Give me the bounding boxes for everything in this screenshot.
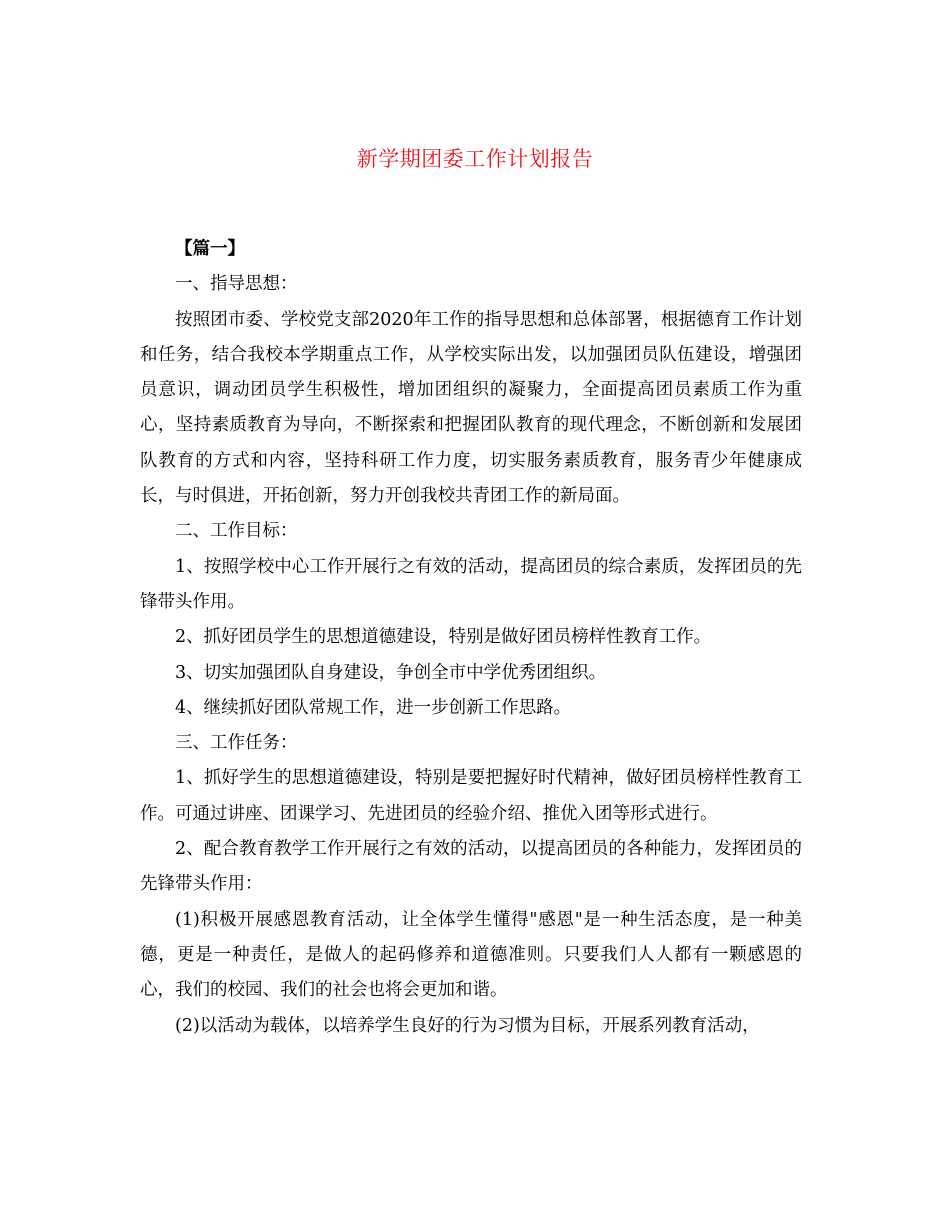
list-item: 1、按照学校中心工作开展行之有效的活动，提高团员的综合素质，发挥团员的先锋带头作用。 — [140, 556, 802, 612]
list-item: 4、继续抓好团队常规工作，进一步创新工作思路。 — [175, 697, 572, 718]
section-heading: 三、工作任务： — [175, 733, 298, 754]
list-item: 2、配合教育教学工作开展行之有效的活动，以提高团员的各种能力，发挥团员的先锋带头作用： — [140, 839, 802, 895]
section-heading: 二、工作目标： — [175, 521, 298, 542]
section-heading: 一、指导思想： — [175, 274, 298, 295]
list-item: 3、切实加强团队自身建设，争创全市中学优秀团组织。 — [175, 662, 607, 683]
document-body — [140, 232, 802, 1044]
paragraph: 按照团市委、学校党支部2020年工作的指导思想和总体部署，根据德育工作计划和任务，结合我校本学期重点工作，从学校实际出发，以加强团员队伍建设，增强团员意识，调动团员学生积极性，增加团组织的凝聚力，全面提高团员素质工作为重心，坚持素质教育为导向，不断探索和把握团队教育的现代理念，不断创新和发展团队教育的方式和内容，坚持科研工作力度，切实服务素质教育，服务青少年健康成长，与时俱进，开拓创新，努力开创我校共青团工作的新局面。 — [140, 309, 802, 507]
sub-list-item: (2)以活动为载体，以培养学生良好的行为习惯为目标，开展系列教育活动， — [175, 1015, 760, 1036]
list-item: 2、抓好团员学生的思想道德建设，特别是做好团员榜样性教育工作。 — [175, 627, 712, 648]
sub-list-item: (1)积极开展感恩教育活动，让全体学生懂得"感恩"是一种生活态度，是一种美德，更是一种责任，是做人的起码修养和道德准则。只要我们人人都有一颗感恩的心，我们的校园、我们的社会也将会更加和谐。 — [140, 909, 802, 1001]
section-label: 【篇一】 — [175, 239, 245, 259]
list-item: 1、抓好学生的思想道德建设，特别是要把握好时代精神，做好团员榜样性教育工作。可通过讲座、团课学习、先进团员的经验介绍、推优入团等形式进行。 — [140, 768, 802, 824]
document-title: 新学期团委工作计划报告 — [356, 147, 594, 171]
